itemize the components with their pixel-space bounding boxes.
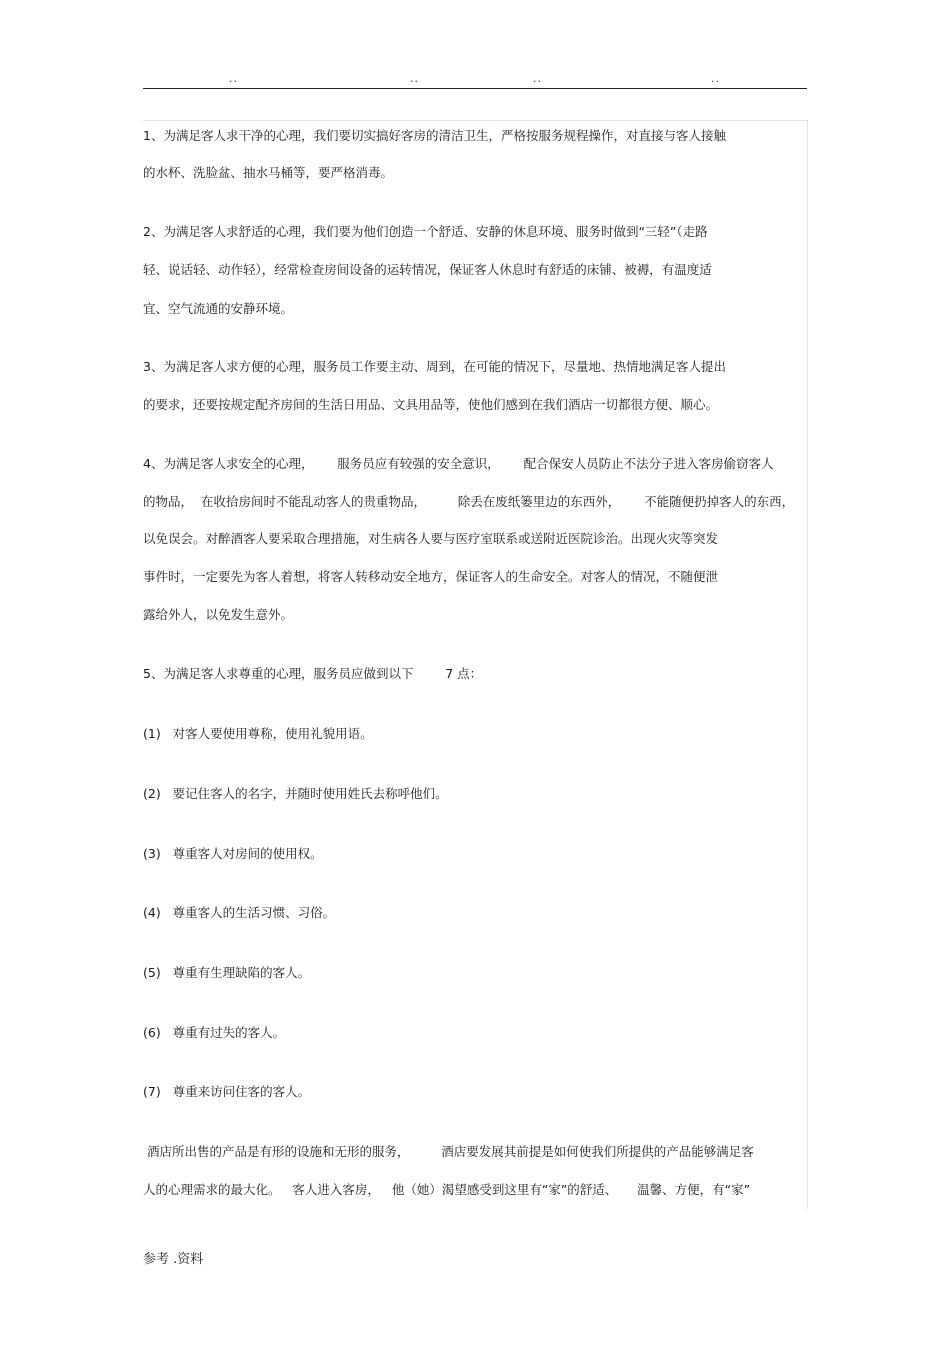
paragraph-4-line-2: 的物品， 在收拾房间时不能乱动客人的贵重物品， 除丢在废纸篓里边的东西外， 不能随便扔掉客人的东西， [143,494,795,509]
content-frame [143,120,808,1209]
paragraph-2-line-2: 轻、说话轻、动作轻），经常检查房间设备的运转情况，保证客人休息时有舒适的床铺、被褥，有温度适 [143,262,712,277]
list-item-1: (1) 对客人要使用尊称，使用礼貌用语。 [143,726,373,741]
list-item-2: (2) 要记住客人的名字，并随时使用姓氏去称呼他们。 [143,786,448,801]
paragraph-2-line-1: 2、为满足客人求舒适的心理，我们要为他们创造一个舒适、安静的休息环境、服务时做到“三轻”（走路 [143,224,708,239]
header-mark-1: .. [229,72,238,85]
paragraph-4-line-5: 露给外人，以免发生意外。 [143,607,294,622]
paragraph-4-line-1: 4、为满足客人求安全的心理， 服务员应有较强的安全意识， 配合保安人员防止不法分子进入客房偷窃客人 [143,456,774,471]
footer-label: 参考 .资料 [143,1252,204,1267]
paragraph-1-line-1: 1、为满足客人求干净的心理，我们要切实搞好客房的清洁卫生，严格按服务规程操作，对直接与客人接触 [143,128,726,143]
paragraph-6-line-1: 酒店所出售的产品是有形的设施和无形的服务， 酒店要发展其前提是如何使我们所提供的产品能够满足客 [143,1144,754,1159]
paragraph-5-intro: 5、为满足客人求尊重的心理，服务员应做到以下 7 点： [143,666,483,681]
header-mark-3: .. [533,72,542,85]
paragraph-3-line-1: 3、为满足客人求方便的心理，服务员工作要主动、周到，在可能的情况下，尽量地、热情地满足客人提出 [143,359,726,374]
paragraph-2-line-3: 宜、空气流通的安静环境。 [143,301,294,316]
header-mark-4: .. [711,72,720,85]
paragraph-4-line-4: 事件时，一定要先为客人着想，将客人转移动安全地方，保证客人的生命安全。对客人的情况，不随便泄 [143,569,719,584]
header-mark-2: .. [410,72,419,85]
header-rule [143,88,807,89]
paragraph-3-line-2: 的要求，还要按规定配齐房间的生活日用品、文具用品等，使他们感到在我们酒店一切都很方便、顺心。 [143,397,719,412]
list-item-3: (3) 尊重客人对房间的使用权。 [143,846,323,861]
paragraph-4-line-3: 以免误会。对醉酒客人要采取合理措施，对生病各人要与医疗室联系或送附近医院诊治。出现火灾等突发 [143,531,719,546]
list-item-7: (7) 尊重来访问住客的客人。 [143,1084,311,1099]
list-item-5: (5) 尊重有生理缺陷的客人。 [143,965,311,980]
paragraph-1-line-2: 的水杯、洗脸盆、抽水马桶等，要严格消毒。 [143,165,394,180]
list-item-4: (4) 尊重客人的生活习惯、习俗。 [143,905,336,920]
paragraph-6-line-2: 人的心理需求的最大化。 客人进入客房， 他（她）渴望感受到这里有“家”的舒适、 温馨、方便，有“家” [143,1182,751,1197]
list-item-6: (6) 尊重有过失的客人。 [143,1025,286,1040]
